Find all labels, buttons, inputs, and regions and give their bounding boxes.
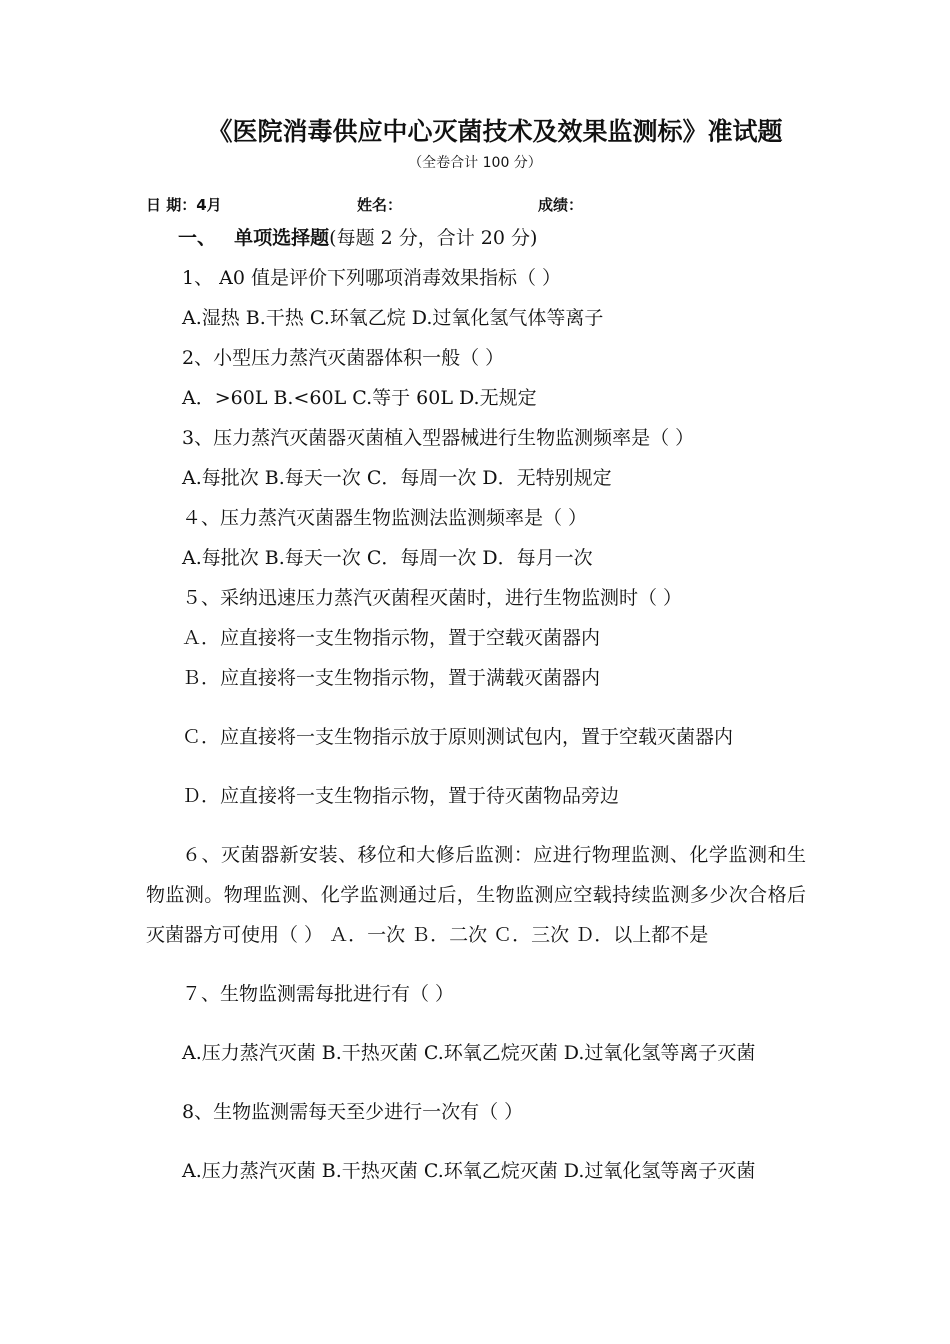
date-field: 日 期：4月: [146, 196, 222, 214]
info-row: [146, 193, 806, 217]
exam-body: [146, 218, 806, 1210]
page-title: 《医院消毒供应中心灭菌技术及效果监测标》准试题: [207, 117, 783, 146]
question-7-options: A.压力蒸汽灭菌 B.干热灭菌 C.环氧乙烷灭菌 D.过氧化氢等离子灭菌: [182, 1042, 756, 1064]
question-5-option-a: Ａ．应直接将一支生物指示物，置于空载灭菌器内: [182, 627, 601, 649]
question-5: ５、采纳迅速压力蒸汽灭菌程灭菌时，进行生物监测时（ ）: [182, 587, 683, 609]
section-heading: [146, 218, 806, 258]
question-8-options: A.压力蒸汽灭菌 B.干热灭菌 C.环氧乙烷灭菌 D.过氧化氢等离子灭菌: [182, 1160, 756, 1182]
section-title: 单项选择题: [234, 227, 330, 249]
question-1-options: A.湿热 B.干热 C.环氧乙烷 D.过氧化氢气体等离子: [182, 307, 604, 329]
question-5-option-b: Ｂ．应直接将一支生物指示物，置于满载灭菌器内: [182, 667, 601, 689]
question-1: 1、 A0 值是评价下列哪项消毒效果指标（ ）: [182, 267, 562, 289]
section-note: (每题 2 分，合计 20 分): [329, 227, 538, 249]
question-8: 8、生物监测需每天至少进行一次有（ ）: [182, 1101, 524, 1123]
question-2-options: A．>60L B.<60L C.等于 60L D.无规定: [182, 387, 537, 409]
question-5-option-d: Ｄ．应直接将一支生物指示物，置于待灭菌物品旁边: [182, 785, 620, 807]
page-subtitle: （全卷合计 100 分）: [408, 155, 542, 171]
question-4: ４、压力蒸汽灭菌器生物监测法监测频率是（ ）: [182, 507, 588, 529]
question-2: 2、小型压力蒸汽灭菌器体积一般（ ）: [182, 347, 505, 369]
question-7: ７、生物监测需每批进行有（ ）: [182, 983, 455, 1005]
question-5-option-c: Ｃ．应直接将一支生物指示放于原则测试包内，置于空载灭菌器内: [182, 726, 734, 748]
question-3: 3、压力蒸汽灭菌器灭菌植入型器械进行生物监测频率是（ ）: [182, 427, 695, 449]
name-field: 姓名：: [357, 196, 403, 214]
question-4-options: A.每批次 B.每天一次 C．每周一次 D．每月一次: [182, 547, 593, 569]
question-3-options: A.每批次 B.每天一次 C．每周一次 D．无特别规定: [182, 467, 612, 489]
section-number: 一、: [178, 227, 217, 249]
question-6: ６、灭菌器新安装、移位和大修后监测：应进行物理监测、化学监测和生物监测。物理监测、化学监测通过后，生物监测应空载持续监测多少次合格后灭菌器方可使用（ ） Ａ．一次 Ｂ．二次 Ｃ．三次 Ｄ．以上都不是: [146, 844, 806, 946]
score-field: 成绩：: [538, 196, 584, 214]
